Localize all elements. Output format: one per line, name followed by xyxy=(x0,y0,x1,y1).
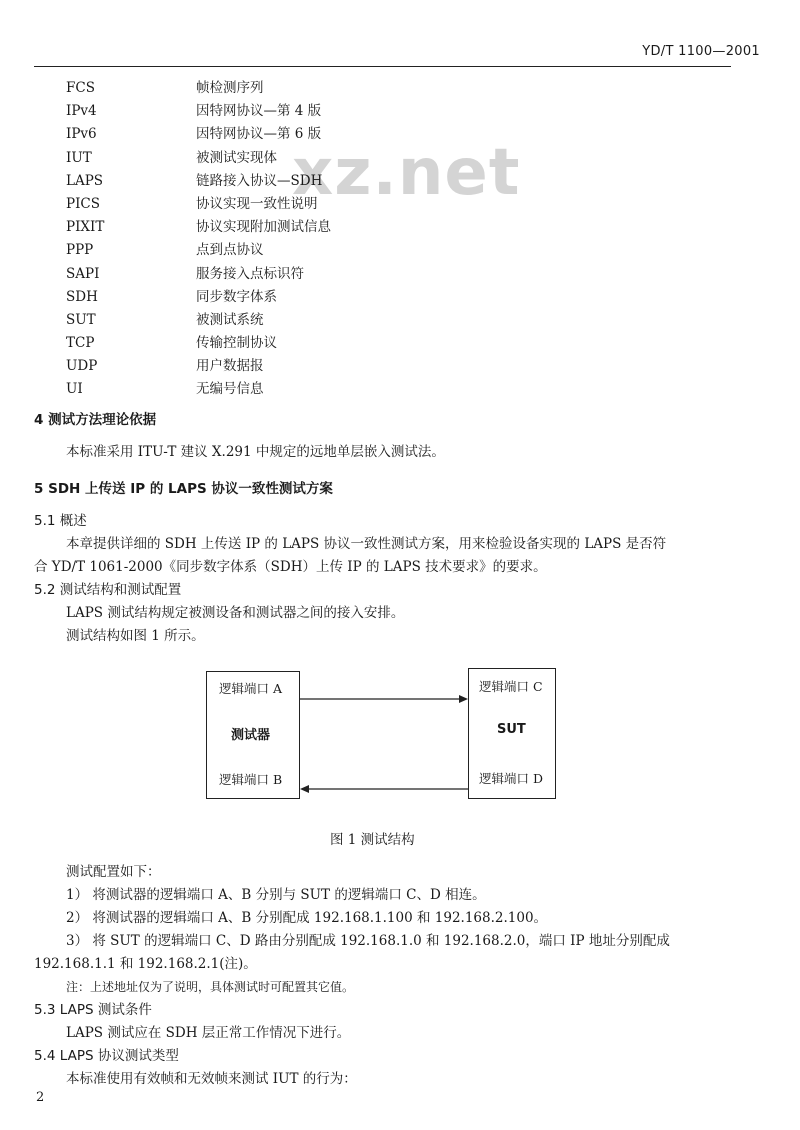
abbreviation-term: FCS xyxy=(66,80,95,96)
abbreviation-term: SUT xyxy=(66,311,96,328)
config-item-3-line2: 192.168.1.1 和 192.168.2.1(注)。 xyxy=(34,956,257,972)
tester-port-b-label: 逻辑端口 B xyxy=(219,772,283,787)
arrow-head-b xyxy=(300,785,309,793)
tester-label: 测试器 xyxy=(231,728,271,743)
section-5-heading: 5 SDH 上传送 IP 的 LAPS 协议一致性测试方案 xyxy=(34,481,333,497)
section-5-2-text-line1: LAPS 测试结构规定被测设备和测试器之间的接入安排。 xyxy=(66,605,405,621)
section-5-3-text: LAPS 测试应在 SDH 层正常工作情况下进行。 xyxy=(66,1025,351,1041)
abbreviation-definition: 因特网协议—第 4 版 xyxy=(196,103,322,120)
page-number: 2 xyxy=(36,1090,45,1105)
section-4-text: 本标准采用 ITU-T 建议 X.291 中规定的远地单层嵌入测试法。 xyxy=(66,444,445,460)
section-5-3-heading: 5.3 LAPS 测试条件 xyxy=(34,1002,152,1018)
abbreviation-definition: 服务接入点标识符 xyxy=(196,265,304,282)
abbreviation-term: UI xyxy=(66,381,83,398)
abbreviation-term: IUT xyxy=(66,149,92,166)
section-5-2-text-line2: 测试结构如图 1 所示。 xyxy=(66,628,205,644)
section-5-1-heading: 5.1 概述 xyxy=(34,513,87,529)
config-note: 注：上述地址仅为了说明，具体测试时可配置其它值。 xyxy=(66,980,355,994)
abbreviation-term: PPP xyxy=(66,242,94,259)
section-5-1-text-line1: 本章提供详细的 SDH 上传送 IP 的 LAPS 协议一致性测试方案，用来检验设备实现的 LAPS 是否符 xyxy=(66,536,667,552)
abbreviation-term: LAPS xyxy=(66,172,104,189)
abbreviation-definition: 因特网协议—第 6 版 xyxy=(196,126,322,143)
abbreviation-term: SAPI xyxy=(66,265,100,282)
abbreviation-definition: 传输控制协议 xyxy=(196,335,277,352)
abbreviation-definition: 链路接入协议—SDH xyxy=(196,172,323,189)
abbreviation-term: PIXIT xyxy=(66,219,105,236)
tester-port-a-label: 逻辑端口 A xyxy=(219,681,283,696)
document-code: YD/T 1100—2001 xyxy=(642,44,760,59)
config-item-1: 1） 将测试器的逻辑端口 A、B 分别与 SUT 的逻辑端口 C、D 相连。 xyxy=(66,887,486,903)
figure-1-caption: 图 1 测试结构 xyxy=(330,832,415,848)
abbreviation-definition: 帧检测序列 xyxy=(196,80,264,96)
abbreviation-term: IPv4 xyxy=(66,103,97,120)
abbreviation-definition: 被测试实现体 xyxy=(196,149,277,166)
config-intro: 测试配置如下： xyxy=(66,864,161,880)
arrow-head-c xyxy=(459,695,468,703)
abbreviation-definition: 点到点协议 xyxy=(196,242,264,259)
abbreviation-term: SDH xyxy=(66,288,98,305)
abbreviation-term: TCP xyxy=(66,335,95,352)
section-5-4-heading: 5.4 LAPS 协议测试类型 xyxy=(34,1048,179,1064)
config-item-3-line1: 3） 将 SUT 的逻辑端口 C、D 路由分别配成 192.168.1.0 和 192.168.2.0，端口 IP 地址分别配成 xyxy=(66,933,670,949)
config-item-2: 2） 将测试器的逻辑端口 A、B 分别配成 192.168.1.100 和 192.168.2.100。 xyxy=(66,910,548,926)
abbreviation-definition: 协议实现一致性说明 xyxy=(196,195,318,212)
section-5-2-heading: 5.2 测试结构和测试配置 xyxy=(34,582,182,598)
abbreviation-term: UDP xyxy=(66,358,98,375)
abbreviation-term: IPv6 xyxy=(66,126,97,143)
abbreviation-definition: 被测试系统 xyxy=(196,311,264,328)
abbreviation-definition: 协议实现附加测试信息 xyxy=(196,219,331,236)
sut-port-d-label: 逻辑端口 D xyxy=(479,771,543,786)
abbreviation-definition: 用户数据报 xyxy=(196,358,264,375)
abbreviation-definition: 同步数字体系 xyxy=(196,288,277,305)
section-5-4-text: 本标准使用有效帧和无效帧来测试 IUT 的行为： xyxy=(66,1071,357,1087)
abbreviation-definition: 无编号信息 xyxy=(196,381,264,398)
abbreviation-term: PICS xyxy=(66,195,100,212)
section-5-1-text-line2: 合 YD/T 1061-2000《同步数字体系（SDH）上传 IP 的 LAPS 技术要求》的要求。 xyxy=(34,559,547,575)
watermark: xz.net xyxy=(292,136,521,210)
section-4-heading: 4 测试方法理论依据 xyxy=(34,412,157,428)
sut-label: SUT xyxy=(497,722,526,737)
sut-port-c-label: 逻辑端口 C xyxy=(479,679,543,694)
